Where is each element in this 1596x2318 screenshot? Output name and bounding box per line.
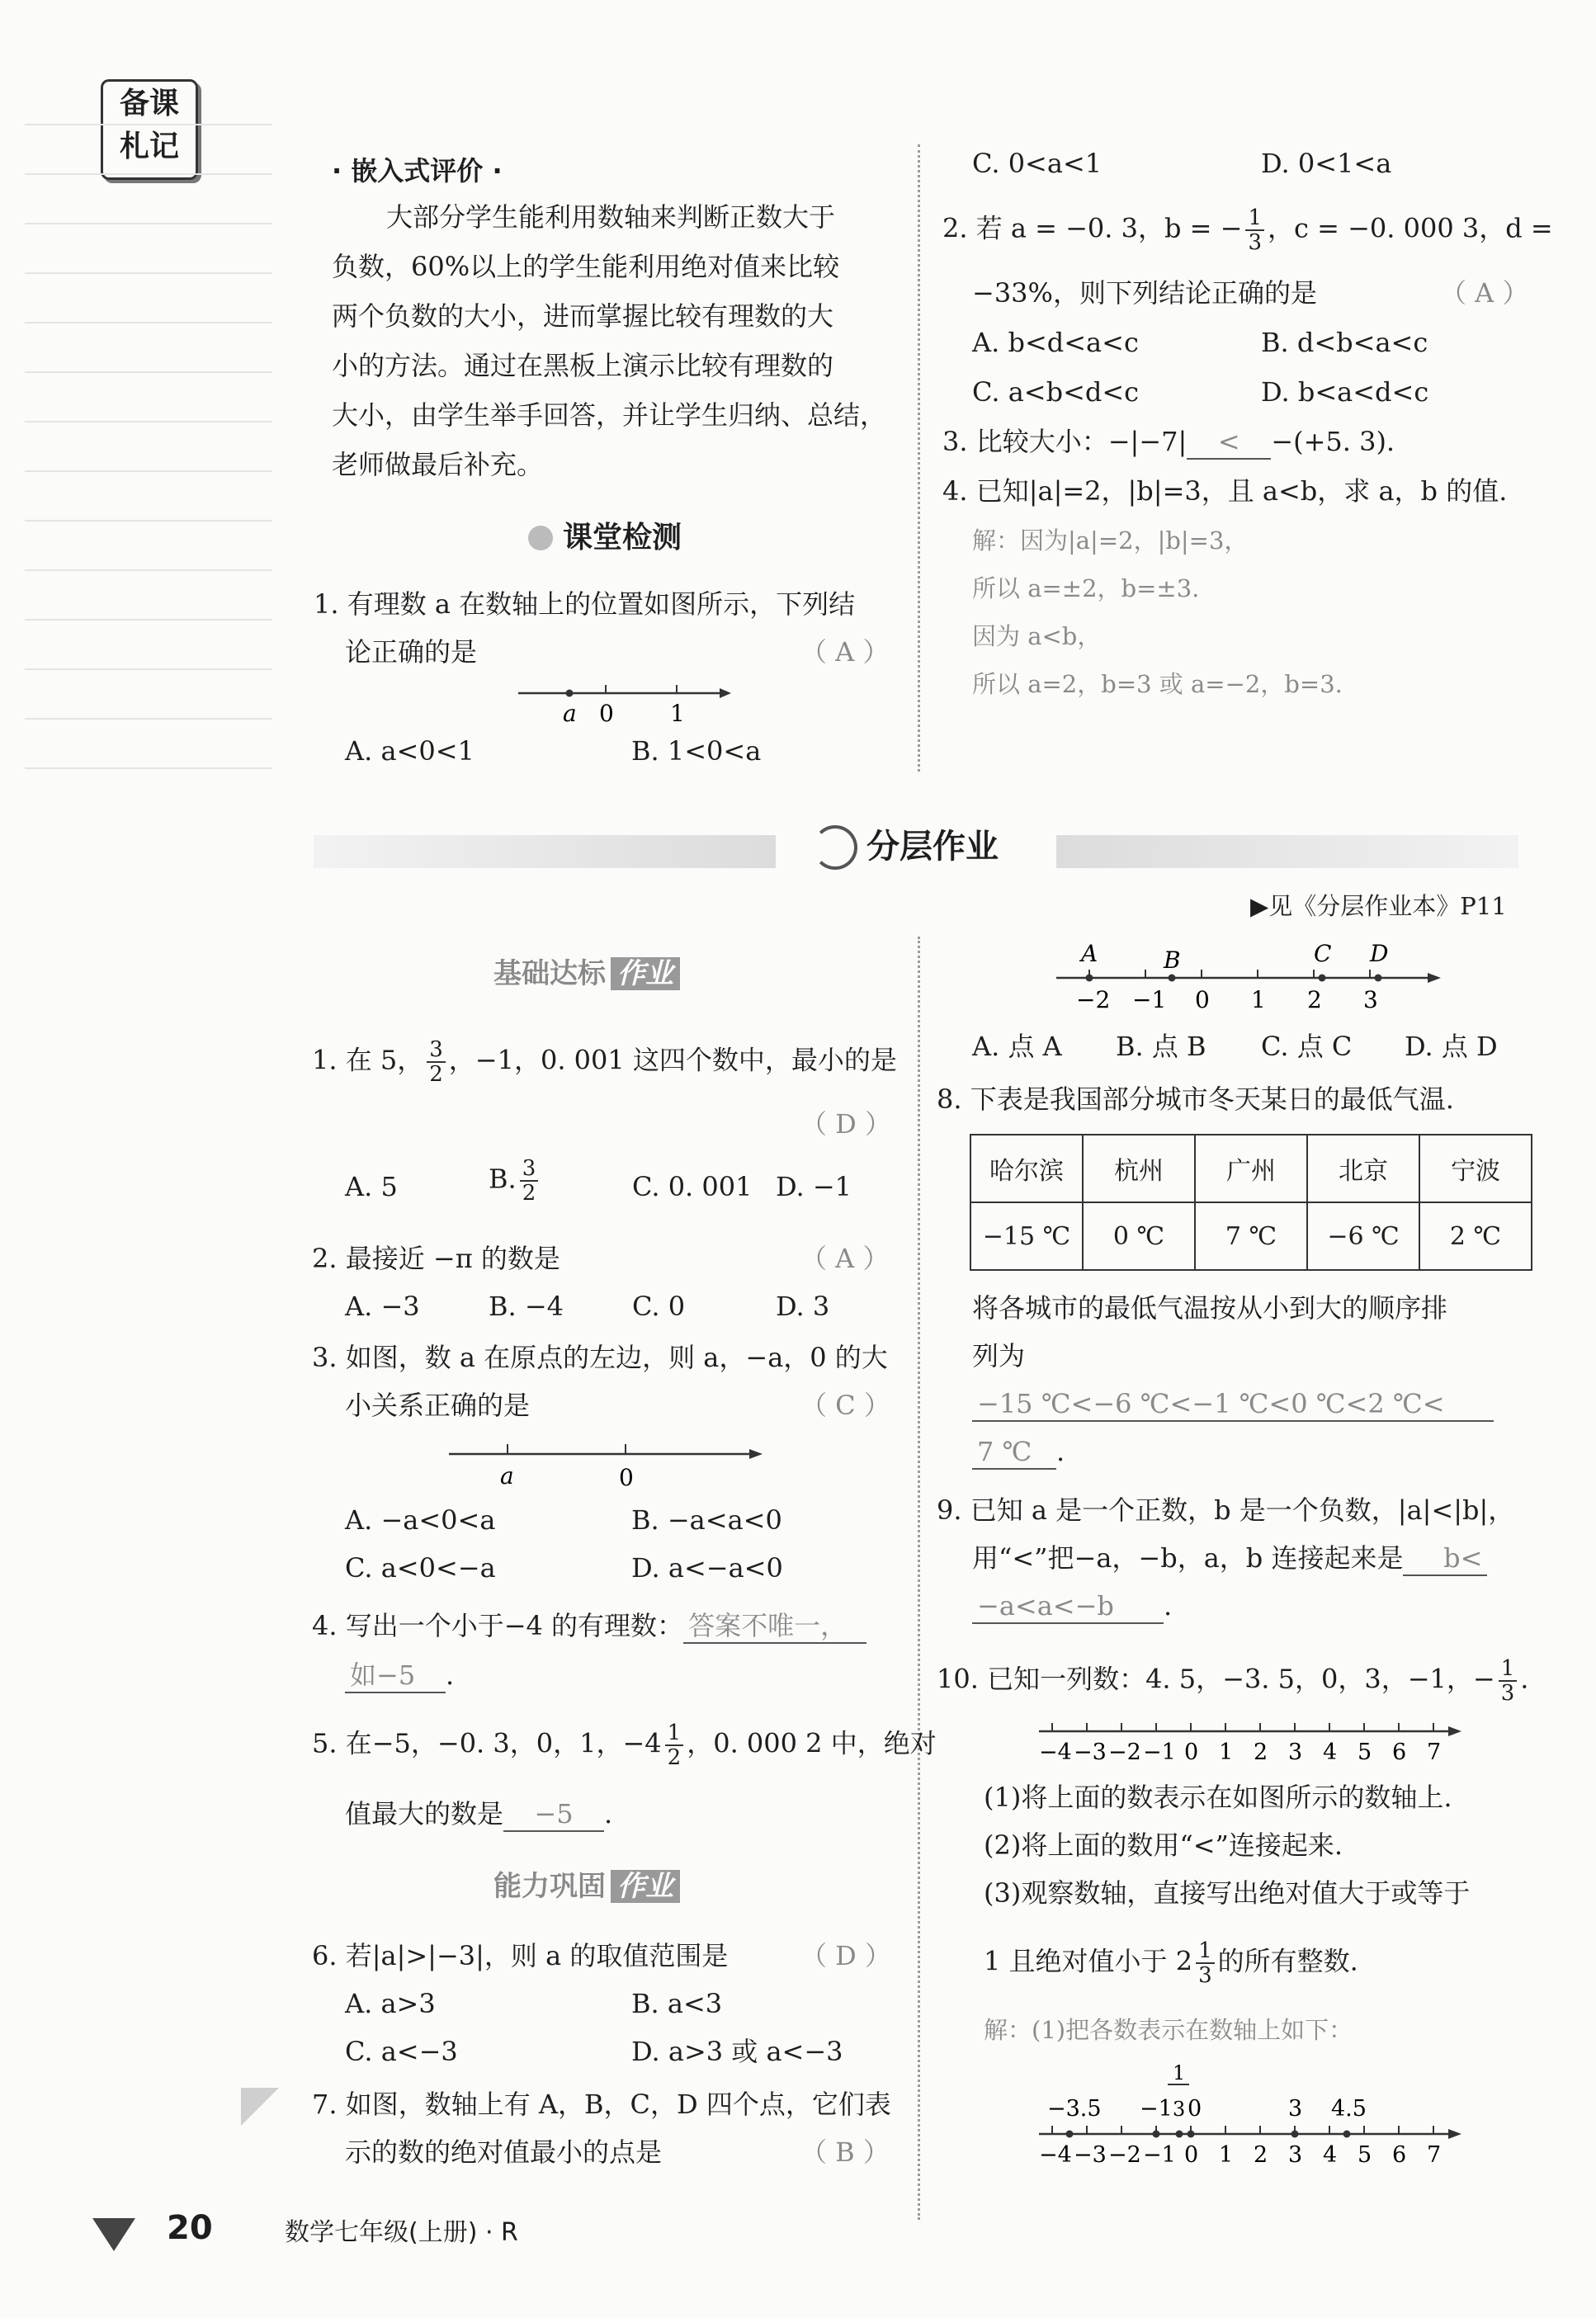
sol-tick-m1: −1	[1143, 2142, 1176, 2168]
cc-q1-label-a: a	[563, 700, 577, 727]
a-q6-text: 6. 若|a|>|−3|，则 a 的取值范围是	[312, 1940, 729, 1971]
b-q3-label-a: a	[500, 1462, 514, 1489]
city-ningbo: 宁波	[1419, 1135, 1532, 1202]
cc-q2-optB: B. d<b<a<c	[1261, 327, 1428, 358]
eval-line-3: 两个负数的大小，进而掌握比较有理数的大	[332, 300, 834, 332]
temp-harbin: −15 ℃	[970, 1202, 1083, 1270]
q10-tick-m2: −2	[1108, 1740, 1141, 1765]
b-q2-answer: （ A ）	[800, 1243, 890, 1274]
eval-line-2: 负数，60%以上的学生能利用绝对值来比较	[332, 251, 840, 282]
cc-q2-optA: A. b<d<a<c	[972, 327, 1139, 358]
cc-q4-sol-4: 所以 a=2，b=3 或 a=−2，b=3.	[972, 670, 1343, 698]
a-q7-optA: A. 点 A	[972, 1031, 1062, 1062]
a-q7-optB: B. 点 B	[1116, 1031, 1206, 1062]
q7-tick-m1: −1	[1132, 986, 1167, 1013]
b-q1-optB-label: B.	[489, 1163, 517, 1195]
b-q1-optB-fraction	[520, 1157, 539, 1205]
page-number: 20	[167, 2209, 213, 2247]
a-q7-optD: D. 点 D	[1405, 1031, 1498, 1062]
note-lines	[25, 124, 272, 817]
b-q1-optB-num: 3	[520, 1157, 539, 1182]
a-q7-text2: 示的数的绝对值最小的点是	[345, 2136, 663, 2168]
q8-end: .	[1056, 1436, 1065, 1467]
q9-end: .	[1164, 1590, 1173, 1622]
q7-corner-mark	[241, 2088, 279, 2126]
section-banner-right	[1056, 835, 1518, 868]
b-q5-ans: −5	[503, 1797, 604, 1832]
b-q3-optC: C. a<0<−a	[345, 1552, 496, 1584]
q10-s4	[984, 1939, 1358, 1987]
a-q7-text: 7. 如图，数轴上有 A，B，C，D 四个点，它们表	[312, 2089, 891, 2120]
q10-pre: 10. 已知一列数：4. 5，−3. 5，0，3，−1，−	[937, 1663, 1495, 1695]
b-q1-optD: D. −1	[776, 1171, 852, 1202]
ability-badge	[493, 1863, 680, 1904]
q10-s4-num: 1	[1196, 1939, 1215, 1964]
cc-q2-fraction	[1245, 206, 1264, 254]
b-q5-line1	[312, 1721, 937, 1769]
q8-ans1: −15 ℃<−6 ℃<−1 ℃<0 ℃<2 ℃<	[972, 1387, 1494, 1422]
section-icon	[813, 825, 857, 870]
q9-line2	[972, 1541, 1487, 1576]
cc-q1-label-0: 0	[599, 700, 614, 727]
q10-tick-7: 7	[1427, 1740, 1442, 1765]
b-q5-line2-text: 值最大的数是	[345, 1798, 504, 1829]
sol-tick-m3: −3	[1074, 2142, 1107, 2168]
b-q3-numberline	[446, 1436, 767, 1490]
b-q3-label-0: 0	[619, 1464, 634, 1490]
cc-q1-numberline	[512, 675, 734, 733]
b-q5-end: .	[604, 1798, 613, 1829]
a-q6-optB: B. a<3	[631, 1988, 723, 2019]
q9-text: 9. 已知 a 是一个正数，b 是一个负数，|a|<|b|，	[937, 1494, 1515, 1526]
temp-hangzhou: 0 ℃	[1083, 1202, 1195, 1270]
b-q1-pre: 1. 在 5，	[312, 1044, 424, 1076]
sol-mark-0: 0	[1188, 2096, 1202, 2122]
sol-tick-7: 7	[1427, 2142, 1442, 2168]
q7-point-B: B	[1164, 947, 1181, 974]
eval-line-5: 大小，由学生举手回答，并让学生归纳、总结，	[332, 399, 887, 431]
column-divider-bottom	[918, 937, 920, 2220]
b-q1-num: 3	[427, 1038, 446, 1063]
q10-solution: 解：(1)把各数表示在数轴上如下：	[984, 2016, 1353, 2044]
q10-tick-0: 0	[1184, 1740, 1199, 1765]
b-q1-fraction	[427, 1038, 446, 1086]
b-q1-optB-den: 2	[522, 1181, 536, 1206]
book-title: 数学七年级(上册) · R	[285, 2218, 518, 2247]
q10-den: 3	[1500, 1681, 1515, 1706]
b-q5-line2	[345, 1797, 612, 1832]
eval-title: · 嵌入式评价 ·	[332, 155, 503, 186]
q7-tick-1: 1	[1251, 986, 1266, 1013]
a-q7-answer: （ B ）	[800, 2136, 890, 2168]
cc-q4-sol-2: 所以 a=±2，b=±3.	[972, 574, 1200, 602]
q10-s4-fraction	[1196, 1939, 1215, 1987]
q10-fraction	[1499, 1657, 1518, 1705]
cc-q3-answer-text: <	[1217, 426, 1240, 457]
b-q1-optB	[489, 1157, 541, 1205]
q8-ans2: 7 ℃	[972, 1435, 1056, 1470]
q8-line1: 将各城市的最低气温按从小到大的顺序排	[972, 1292, 1448, 1324]
b-q2-text: 2. 最接近 −π 的数是	[312, 1243, 560, 1274]
b-q2-optB: B. −4	[489, 1291, 564, 1322]
b-q1-answer: （ D ）	[800, 1108, 892, 1140]
basic-badge-tag: 作业	[611, 957, 680, 990]
sol-mark-frac-num: 1	[1173, 2061, 1186, 2084]
q10-tick-m3: −3	[1074, 1740, 1107, 1765]
a-q6-answer: （ D ）	[800, 1940, 892, 1971]
corner-line1: 备课	[119, 86, 179, 120]
q7-tick-m2: −2	[1076, 986, 1111, 1013]
b-q4-ans1: 答案不唯一，	[683, 1609, 866, 1644]
q8-ans-line1	[972, 1387, 1494, 1422]
cc-q4-text: 4. 已知|a|=2，|b|=3，且 a<b，求 a，b 的值.	[942, 475, 1508, 507]
q10-tick-6: 6	[1392, 1740, 1407, 1765]
cc-q1-answer: （ A ）	[800, 636, 890, 668]
city-guangzhou: 广州	[1195, 1135, 1307, 1202]
cc-q2-post: ，c = −0. 000 3，d =	[1268, 212, 1553, 244]
q10-s4-pre: 1 且绝对值小于 2	[984, 1945, 1193, 1977]
q8-ans-line2	[972, 1435, 1065, 1470]
cc-q2-line1	[942, 206, 1553, 254]
q7-point-A: A	[1081, 940, 1098, 967]
cc-q2-optD: D. b<a<d<c	[1261, 376, 1429, 408]
q10-s4-den: 3	[1198, 1963, 1212, 1988]
q10-tick-5: 5	[1358, 1740, 1372, 1765]
q10-s4-post: 的所有整数.	[1217, 1945, 1358, 1977]
a-q6-optD: D. a>3 或 a<−3	[631, 2036, 843, 2067]
b-q5-post: ，0. 000 2 中，绝对	[687, 1727, 937, 1759]
cc-q2-optC: C. a<b<d<c	[972, 376, 1140, 408]
footer-logo	[92, 2218, 135, 2251]
b-q3-optB: B. −a<a<0	[631, 1504, 782, 1536]
q10-tick-m1: −1	[1143, 1740, 1176, 1765]
b-q3-optA: A. −a<0<a	[345, 1504, 496, 1536]
section-ref: ▶见《分层作业本》P11	[1250, 892, 1507, 920]
a-q7-numberline	[1048, 937, 1444, 1027]
cc-q1-optA: A. a<0<1	[345, 735, 475, 767]
q10-tick-1: 1	[1219, 1740, 1234, 1765]
q7-tick-2: 2	[1307, 986, 1322, 1013]
column-divider-top	[918, 144, 920, 772]
ability-badge-text: 能力巩固	[493, 1870, 606, 1903]
q10-tick-3: 3	[1288, 1740, 1303, 1765]
b-q4-ans2: 如−5	[345, 1659, 446, 1693]
section-banner-left	[314, 835, 776, 868]
b-q4-text: 4. 写出一个小于−4 的有理数：	[312, 1610, 684, 1641]
sol-mark-frac-den: 3	[1173, 2098, 1186, 2121]
q9-line2-text: 用“<”把−a，−b，a，b 连接起来是	[972, 1542, 1404, 1574]
temp-guangzhou: 7 ℃	[1195, 1202, 1307, 1270]
b-q1-optC: C. 0. 001	[632, 1171, 753, 1202]
cc-q1-label-1: 1	[670, 700, 685, 727]
section-title: 分层作业	[866, 828, 999, 866]
q8-text: 8. 下表是我国部分城市冬天某日的最低气温.	[937, 1083, 1454, 1115]
q7-tick-3: 3	[1363, 986, 1378, 1013]
b-q3-text2: 小关系正确的是	[345, 1390, 531, 1421]
sol-tick-m2: −2	[1108, 2142, 1141, 2168]
cc-q3	[942, 425, 1395, 460]
b-q3-optD: D. a<−a<0	[631, 1552, 783, 1584]
q10-s3: (3)观察数轴，直接写出绝对值大于或等于	[984, 1877, 1471, 1909]
q10-num: 1	[1499, 1657, 1518, 1682]
cc-q1-text2: 论正确的是	[345, 636, 478, 668]
city-harbin: 哈尔滨	[970, 1135, 1083, 1202]
sol-tick-6: 6	[1392, 2142, 1407, 2168]
ability-badge-tag: 作业	[611, 1870, 680, 1903]
b-q3-answer: （ C ）	[800, 1390, 890, 1421]
q10-line	[937, 1657, 1528, 1705]
eval-line-6: 老师做最后补充。	[332, 449, 544, 480]
classcheck-icon	[528, 526, 553, 550]
b-q5-fraction	[665, 1721, 684, 1769]
q7-point-D: D	[1370, 940, 1389, 967]
city-hangzhou: 杭州	[1083, 1135, 1195, 1202]
eval-line-1: 大部分学生能利用数轴来判断正数大于	[386, 201, 836, 233]
cc-q3-answer	[1187, 425, 1271, 460]
b-q5-den: 2	[667, 1745, 682, 1770]
cc-q2-line2: −33%，则下列结论正确的是	[972, 277, 1317, 309]
cc-q2-pre: 2. 若 a = −0. 3，b = −	[942, 212, 1243, 244]
temp-beijing: −6 ℃	[1307, 1202, 1419, 1270]
b-q4-line1	[312, 1609, 866, 1644]
cc-q2-den: 3	[1248, 230, 1262, 255]
q10-tick-m4: −4	[1039, 1740, 1072, 1765]
b-q1-den: 2	[429, 1062, 443, 1087]
q7-point-C: C	[1314, 940, 1332, 967]
cc-q4-sol-3: 因为 a<b，	[972, 622, 1102, 650]
q10-tick-2: 2	[1254, 1740, 1268, 1765]
q9-line3	[972, 1589, 1172, 1624]
b-q2-optA: A. −3	[345, 1291, 420, 1322]
sol-tick-5: 5	[1358, 2142, 1372, 2168]
sol-mark-m3.5: −3.5	[1047, 2096, 1102, 2122]
b-q4-line2	[345, 1659, 454, 1693]
a-q6-optA: A. a>3	[345, 1988, 436, 2019]
sol-tick-3: 3	[1288, 2142, 1303, 2168]
sol-mark-m1: −1	[1140, 2096, 1173, 2122]
cc-q2-num: 1	[1245, 206, 1264, 231]
b-q4-end: .	[446, 1659, 455, 1691]
q10-numberline	[1036, 1715, 1465, 1769]
q10-ticks	[1052, 1723, 1433, 1731]
cc-q3-post: −(+5. 3).	[1271, 426, 1395, 457]
b-q2-optD: D. 3	[776, 1291, 830, 1322]
b-q1-line	[312, 1038, 897, 1086]
sol-mark-3: 3	[1288, 2096, 1303, 2122]
q8-temperature-table	[970, 1134, 1532, 1271]
a-q7-optC: C. 点 C	[1261, 1031, 1353, 1062]
cc-q1-optB: B. 1<0<a	[631, 735, 762, 767]
q9-ans2: −a<a<−b	[972, 1589, 1164, 1624]
b-q1-optA: A. 5	[345, 1171, 398, 1202]
q10-tick-4: 4	[1323, 1740, 1338, 1765]
a-q6-optC: C. a<−3	[345, 2036, 458, 2067]
b-q1-post: ，−1，0. 001 这四个数中，最小的是	[448, 1044, 897, 1076]
sol-mark-4.5: 4.5	[1331, 2096, 1367, 2122]
q9-ans1: b<	[1403, 1541, 1487, 1576]
cc-q1-optD: D. 0<1<a	[1261, 148, 1392, 179]
table-row	[970, 1135, 1532, 1202]
basic-badge	[493, 951, 680, 991]
corner-line2: 札记	[119, 129, 179, 163]
b-q5-pre: 5. 在−5，−0. 3，0，1，−4	[312, 1727, 662, 1759]
q10-end: .	[1520, 1663, 1529, 1695]
sol-tick-m4: −4	[1039, 2142, 1072, 2168]
cc-q3-pre: 3. 比较大小：−|−7|	[942, 426, 1188, 457]
q7-tick-0: 0	[1195, 986, 1210, 1013]
q10-s2: (2)将上面的数用“<”连接起来.	[984, 1829, 1343, 1861]
table-row	[970, 1202, 1532, 1270]
sol-tick-0: 0	[1184, 2142, 1199, 2168]
city-beijing: 北京	[1307, 1135, 1419, 1202]
sol-tick-4: 4	[1323, 2142, 1338, 2168]
q10-solution-numberline	[1036, 2055, 1465, 2170]
classcheck-title: 课堂检测	[563, 521, 682, 555]
eval-line-4: 小的方法。通过在黑板上演示比较有理数的	[332, 350, 834, 381]
cc-q2-answer: （ A ）	[1440, 277, 1529, 309]
q10-s1: (1)将上面的数表示在如图所示的数轴上.	[984, 1782, 1452, 1813]
q8-line2: 列为	[972, 1340, 1026, 1371]
b-q2-optC: C. 0	[632, 1291, 686, 1322]
b-q3-text: 3. 如图，数 a 在原点的左边，则 a，−a，0 的大	[312, 1342, 888, 1373]
sol-tick-2: 2	[1254, 2142, 1268, 2168]
cc-q1-optC: C. 0<a<1	[972, 148, 1103, 179]
cc-q1-text: 1. 有理数 a 在数轴上的位置如图所示，下列结	[314, 588, 856, 620]
sol-tick-1: 1	[1219, 2142, 1234, 2168]
b-q5-num: 1	[665, 1721, 684, 1746]
cc-q4-sol-1: 解：因为|a|=2，|b|=3，	[972, 526, 1249, 555]
basic-badge-text: 基础达标	[493, 957, 606, 990]
temp-ningbo: 2 ℃	[1419, 1202, 1532, 1270]
